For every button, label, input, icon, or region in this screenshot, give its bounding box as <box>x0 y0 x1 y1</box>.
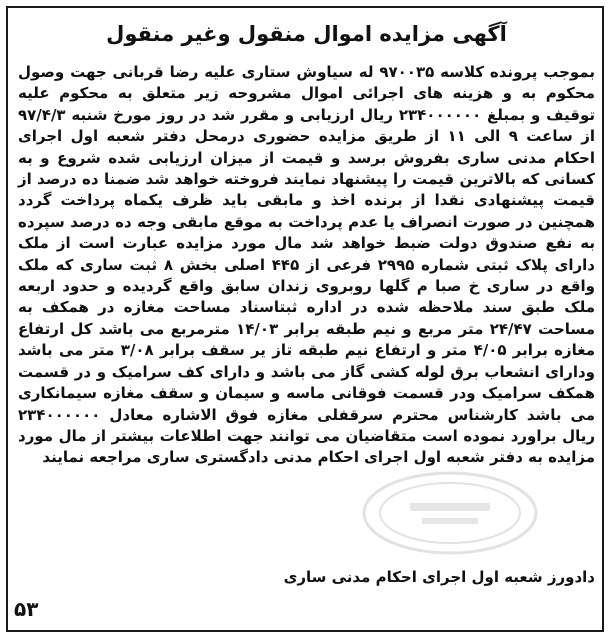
notice-body: بموجب پرونده کلاسه ۹۷۰۰۳۵ له سیاوش ستاری علیه رضا قربانی جهت وصول محکوم به و هزینه های اجرائی اموال مشروحه زیر متعلق به محکوم علیه توقیف و بمبلغ ۲۳۴۰۰۰۰۰۰ ریال ارزیابی و مقرر شد در روز مورخ شنبه ۹۷/۴/۳ از ساعت ۹ الی ۱۱ از طریق مزایده حضوری درمحل دفتر شعبه اول اجرای احکام مدنی ساری بفروش برسد و قیمت از میزان ارزیابی شده شروع و به کسانی که بالاترین قیمت را پیشنهاد نمایند فروخته خواهد شد ضمنا ده درصد از قیمت پیشنهادی نقدا از برنده اخذ و مابقی باید ظرف یکماه پرداخت گردد همچنین در صورت انصراف یا عدم پرداخت به موقع مابقی وجه ده درصد سپرده به نفع صندوق دولت ضبط خواهد شد مال مورد مزایده عبارت است از ملک دارای پلاک ثبتی شماره ۲۹۹۵ فرعی از ۴۴۵ اصلی بخش ۸ ثبت ساری که ملک واقع در ساری خ صبا م گلها روبروی زندان سابق واقع گردیده و حدود اربعه ملک طبق سند ملاحظه شده در اداره ثبتاسناد مساحت مغازه در همکف به مساحت ۲۴/۴۷ متر مربع و نیم طبقه برابر ۱۴/۰۳ مترمربع می باشد کل ارتفاع مغازه برابر ۴/۰۵ متر و ارتفاع نیم طبقه تاز یر سقف برابر ۳/۰۸ متر می باشد ودارای انشعاب برق لوله کشی گاز می باشد و دارای کف سرامیک و در قسمت همکف سرامیک ودر قسمت فوقانی ماسه و سیمان و سقف مغازه سیمانکاری می باشد کارشناس محترم سرقفلی مغازه فوق الاشاره معادل ۲۳۴۰۰۰۰۰۰ ریال براورد نموده است متقاضیان می توانند جهت اطلاعات بیشتر از مال مورد مزایده به دفتر شعبه اول اجرای احکام مدنی دادگستری ساری مراجعه نمایند <box>18 63 596 467</box>
notice-signature: دادورز شعبه اول اجرای احکام مدنی ساری <box>283 568 595 586</box>
notice-title: آگهی مزایده اموال منقول وغیر منقول <box>106 22 507 46</box>
page-number: ۵۳ <box>14 597 39 621</box>
